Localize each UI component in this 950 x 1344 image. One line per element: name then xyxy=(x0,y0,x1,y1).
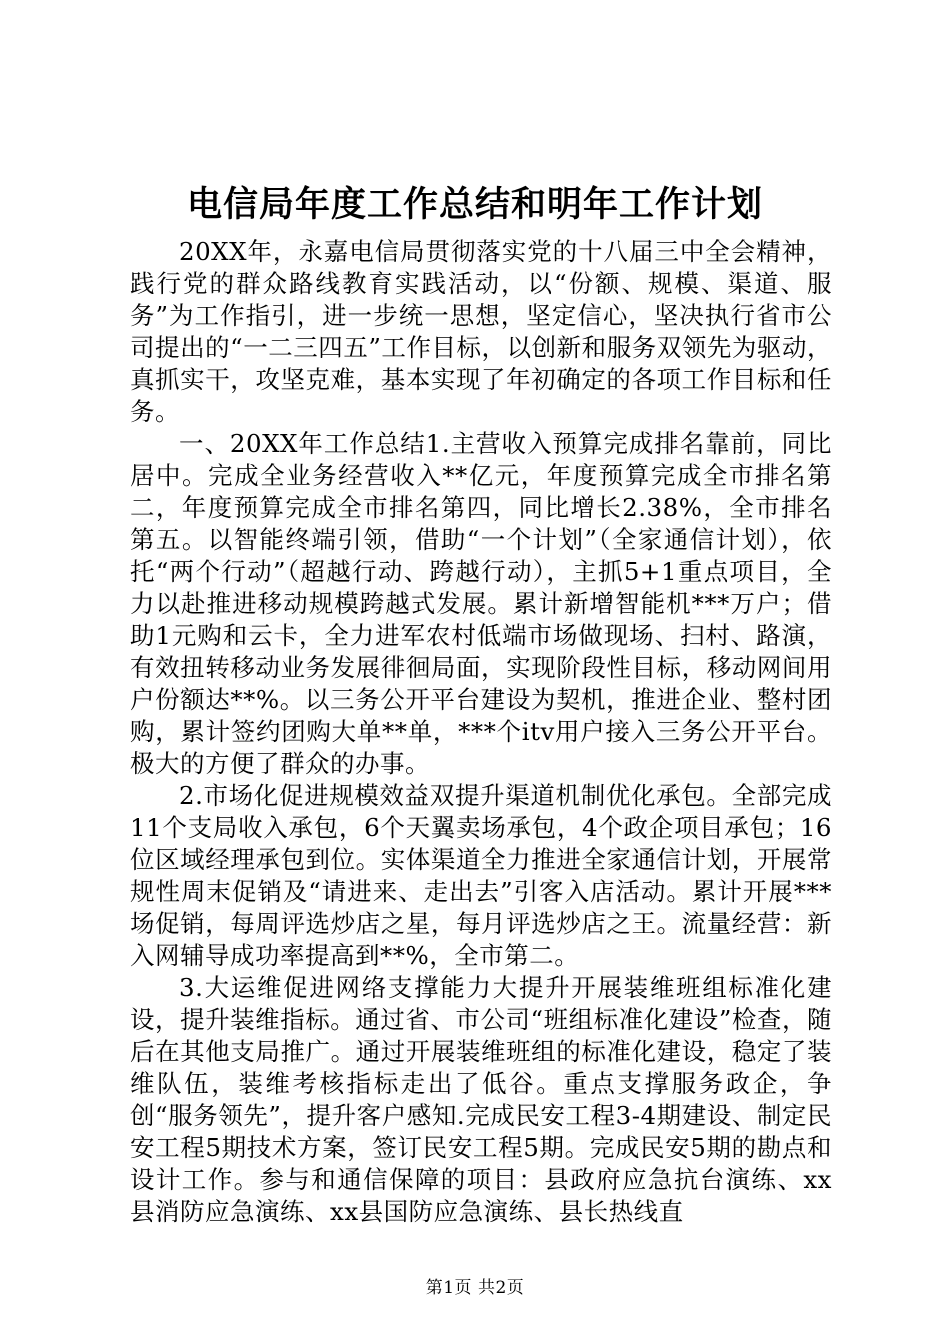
paragraph-section-1: 一、20XX年工作总结1.主营收入预算完成排名靠前，同比居中。完成全业务经营收入**亿元，年度预算完成全市排名第二，年度预算完成全市排名第四，同比增长2.38%，全市排名第五。以智能终端引领，借助“一个计划”（全家通信计划），依托“两个行动”（超越行动、跨越行动），主抓5+1重点项目，全力以赴推进移动规模跨越式发展。累计新增智能机***万户；借助1元购和云卡，全力进军农村低端市场做现场、扫村、路演，有效扭转移动业务发展徘徊局面，实现阶段性目标，移动网间用户份额达**%。以三务公开平台建设为契机，推进企业、整村团购，累计签约团购大单**单，***个itv用户接入三务公开平台。极大的方便了群众的办事。 xyxy=(130,429,832,778)
paragraph-intro: 20XX年，永嘉电信局贯彻落实党的十八届三中全会精神，践行党的群众路线教育实践活动，以“份额、规模、渠道、服务”为工作指引，进一步统一思想，坚定信心，坚决执行省市公司提出的“一二三四五”工作目标，以创新和服务双领先为驱动，真抓实干，攻坚克难，基本实现了年初确定的各项工作目标和任务。 xyxy=(130,237,832,426)
paragraph-section-2: 2.市场化促进规模效益双提升渠道机制优化承包。全部完成11个支局收入承包，6个天翼卖场承包，4个政企项目承包；16位区域经理承包到位。实体渠道全力推进全家通信计划，开展常规性周末促销及“请进来、走出去”引客入店活动。累计开展***场促销，每周评选炒店之星，每月评选炒店之王。流量经营：新入网辅导成功率提高到**%，全市第二。 xyxy=(130,781,832,970)
document-title: 电信局年度工作总结和明年工作计划 xyxy=(186,184,763,225)
document-body xyxy=(130,236,832,1228)
paragraph-section-3: 3.大运维促进网络支撑能力大提升开展装维班组标准化建设，提升装维指标。通过省、市公司“班组标准化建设”检查，随后在其他支局推广。通过开展装维班组的标准化建设，稳定了装维队伍，装维考核指标走出了低谷。重点支撑服务政企，争创“服务领先”，提升客户感知.完成民安工程3-4期建设、制定民安工程5期技术方案，签订民安工程5期。完成民安5期的勘点和设计工作。参与和通信保障的项目：县政府应急抗台演练、xx县消防应急演练、xx县国防应急演练、县长热线直 xyxy=(130,973,832,1226)
page-number-footer: 第1页 共2页 xyxy=(425,1278,525,1298)
